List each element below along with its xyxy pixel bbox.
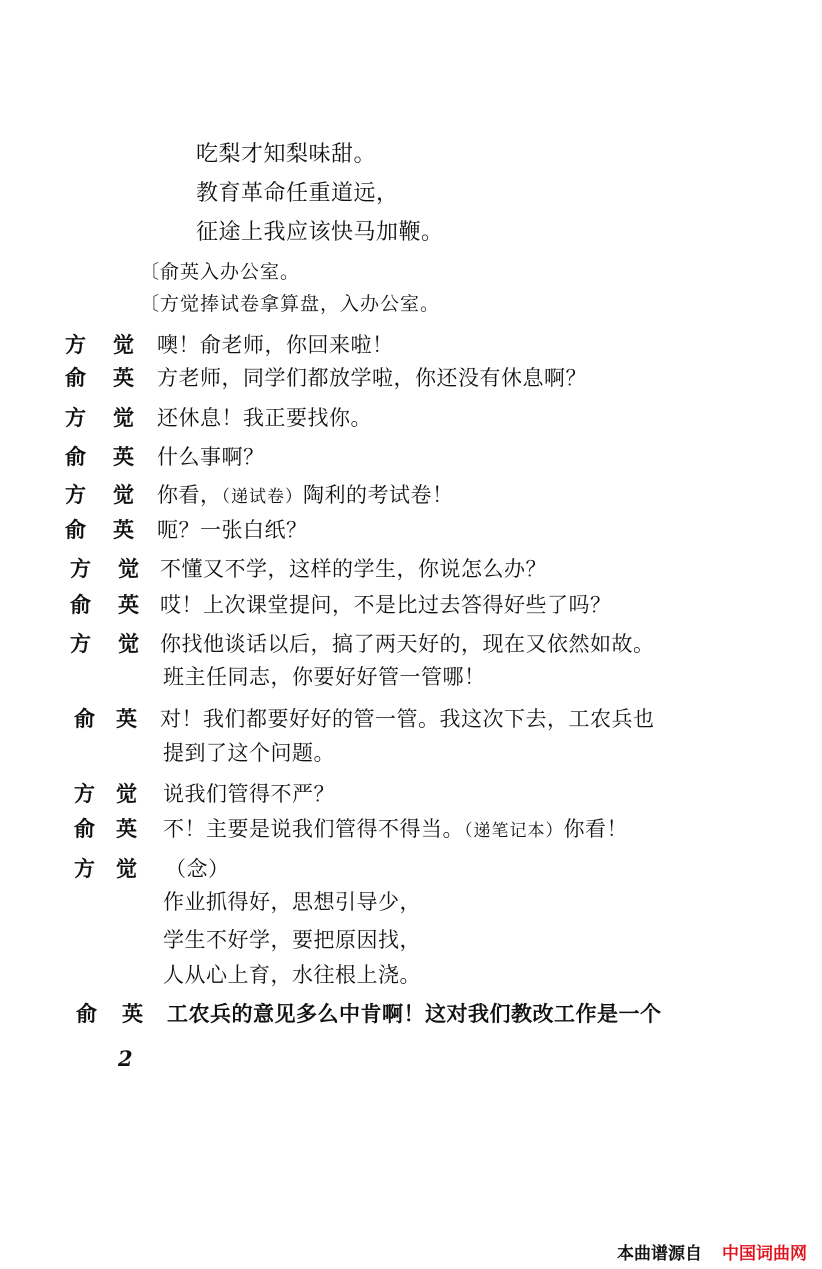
speaker-name: 俞 英 — [65, 444, 134, 469]
stage-direction: 〔方觉捧试卷拿算盘，入办公室。 — [140, 293, 441, 315]
verse-line: 征途上我应该快马加鞭。 — [196, 220, 444, 245]
stage-aside: （递笔记本） — [464, 821, 564, 841]
verse-line: 教育革命任重道远， — [196, 181, 399, 206]
dialogue-line — [0, 331, 822, 359]
dialogue-line — [0, 555, 822, 583]
speech-text: 还休息！我正要找你。 — [157, 406, 372, 430]
speaker-name: 方 觉 — [65, 405, 134, 430]
dialogue-line — [0, 443, 822, 471]
verse-line: 吃梨才知梨味甜。 — [196, 142, 377, 167]
speech-text: 什么事啊？ — [157, 445, 265, 469]
dialogue-line — [0, 815, 822, 843]
watermark-source: 本曲谱源自 — [617, 1244, 702, 1264]
speaker-name: 俞 英 — [74, 706, 137, 731]
speech-continuation: 班主任同志，你要好好管一管哪！ — [163, 665, 486, 689]
speaker-name: 俞 英 — [65, 517, 134, 542]
speech-continuation: 提到了这个问题。 — [163, 741, 335, 765]
dialogue-line — [0, 705, 822, 733]
dialogue-line — [0, 780, 822, 808]
speaker-name: 俞 英 — [65, 365, 134, 390]
speaker-name: 方 觉 — [65, 332, 134, 357]
speech-text: 呃？一张白纸？ — [157, 518, 308, 542]
dialogue-line — [0, 481, 822, 509]
stage-aside: （递试卷） — [221, 487, 303, 507]
dialogue-line — [0, 855, 822, 883]
recited-verse-line: 学生不好学，要把原因找， — [163, 928, 421, 952]
speaker-name: 方 觉 — [70, 631, 139, 656]
speech-text: 噢！俞老师，你回来啦！ — [157, 333, 394, 357]
dialogue-line — [0, 1000, 822, 1028]
speaker-name: 俞 英 — [74, 816, 137, 841]
speech-text: 对！我们都要好好的管一管。我这次下去，工农兵也 — [160, 707, 655, 731]
speech-text: 方老师，同学们都放学啦，你还没有休息啊？ — [157, 366, 587, 390]
speech-text: 不！主要是说我们管得不得当。（递笔记本）你看！ — [163, 817, 628, 841]
speaker-name: 方 觉 — [74, 781, 137, 806]
stage-direction: 〔俞英入办公室。 — [140, 261, 301, 283]
speaker-name: 俞 英 — [70, 592, 139, 617]
recited-verse-line: 人从心上育，水往根上浇。 — [163, 963, 421, 987]
speaker-name: 俞 英 — [76, 1001, 143, 1026]
speaker-name: 方 觉 — [70, 556, 139, 581]
speech-text: 你看，（递试卷）陶利的考试卷！ — [157, 483, 454, 507]
dialogue-line — [0, 630, 822, 658]
dialogue-line — [0, 364, 822, 392]
page-number: 2 — [118, 1046, 133, 1071]
watermark-site: 中国词曲网 — [722, 1244, 807, 1264]
speech-text: （念） — [165, 857, 230, 881]
speaker-name: 方 觉 — [65, 482, 134, 507]
dialogue-line — [0, 516, 822, 544]
speech-text: 工农兵的意见多么中肯啊！这对我们教改工作是一个 — [167, 1001, 662, 1026]
speech-text: 哎！上次课堂提问，不是比过去答得好些了吗？ — [160, 593, 612, 617]
speaker-name: 方 觉 — [74, 856, 137, 881]
speech-text: 说我们管得不严？ — [163, 782, 335, 806]
speech-text: 不懂又不学，这样的学生，你说怎么办？ — [160, 557, 547, 581]
recited-verse-line: 作业抓得好，思想引导少， — [163, 890, 421, 914]
dialogue-line — [0, 591, 822, 619]
speech-text: 你找他谈话以后，搞了两天好的，现在又依然如故。 — [160, 632, 655, 656]
dialogue-line — [0, 404, 822, 432]
